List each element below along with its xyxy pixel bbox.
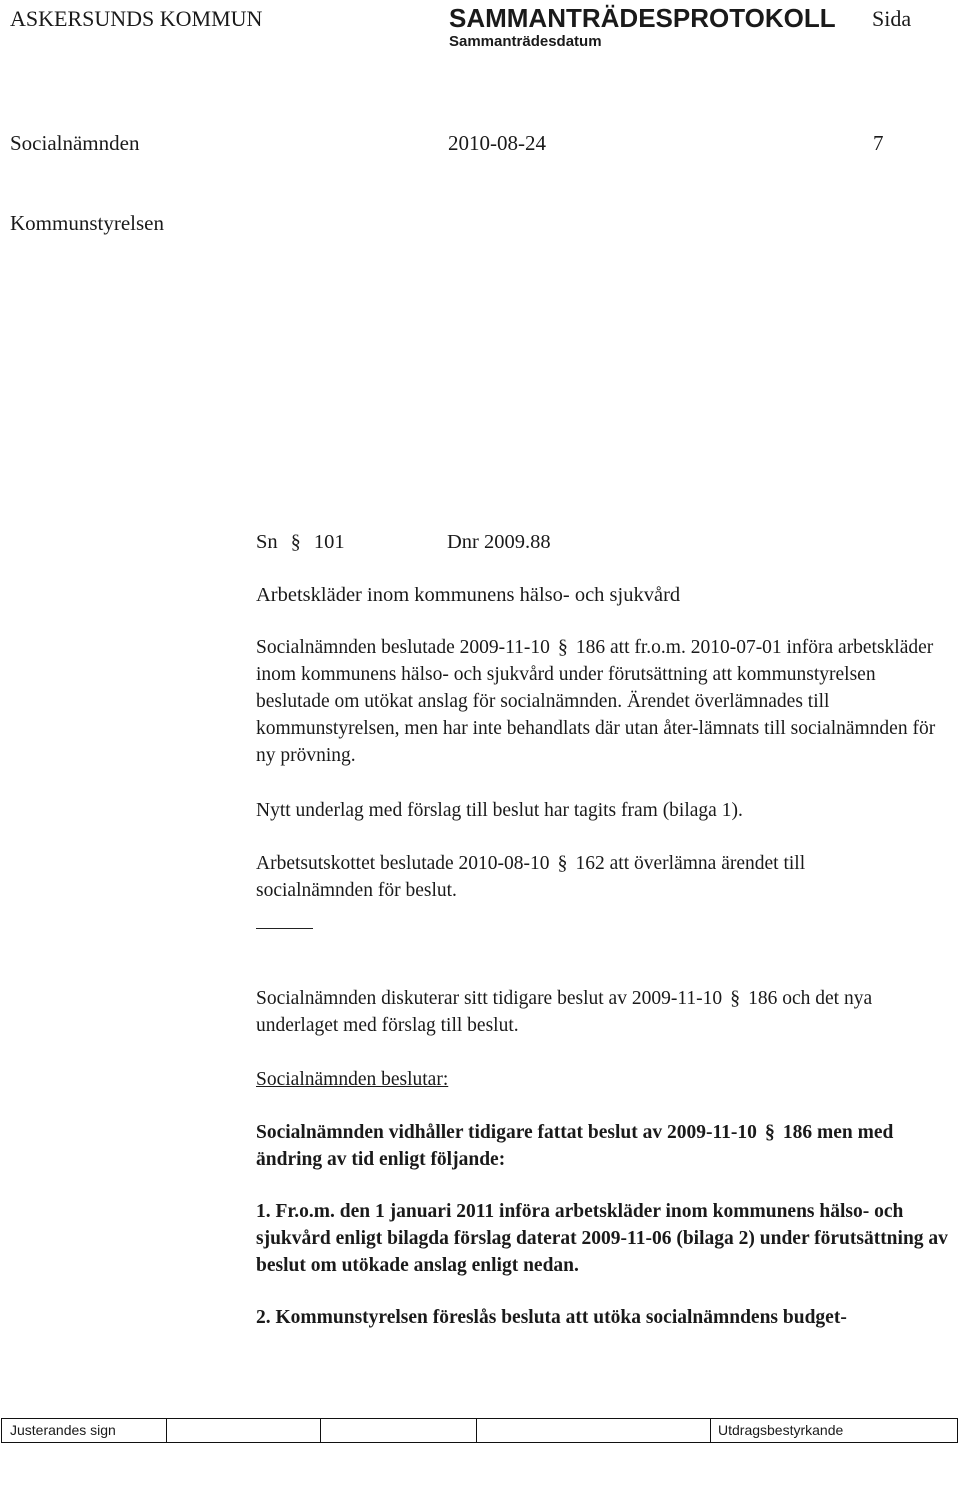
page-label: Sida [872,6,912,31]
separator-line [256,928,313,929]
signature-footer [1,1418,958,1443]
discussion-paragraph [256,985,951,1039]
background-paragraph [256,634,946,769]
case-reference [256,531,345,554]
paragraph-sign: § [557,852,568,874]
sn-label: Sn [256,531,278,553]
background-text-b: 186 att fr.o.m. 2010-07-01 införa arbetskläder inom kommunens hälso- och sjukvård under förutsättning att kommunstyrelsen beslutade om utökat anslag för socialnämnden. Ärendet överlämnades till kommunstyrelsen, men har inte behandlats där utan åter-lämnats till socialnämnden för ny prövning. [256,637,936,766]
meeting-date: 2010-08-24 [448,131,546,155]
decision-text-a: Socialnämnden vidhåller tidigare fattat beslut av 2009-11-10 [256,1122,757,1143]
decision-item-1-text: 1. Fr.o.m. den 1 januari 2011 införa arbetskläder inom kommunens hälso- och sjukvård enligt bilagda förslag daterat 2009-11-06 (bilaga 2) under förutsättning av beslut om utökade anslag enligt nedan. [256,1201,948,1276]
page-number: 7 [873,131,884,155]
footer-divider [710,1419,711,1442]
footer-divider [166,1419,167,1442]
decision-item-2 [256,1304,960,1331]
sn-number: 101 [313,531,345,553]
decision-text-b: 186 men med ändring av tid enligt följande: [256,1122,894,1170]
decision-item-2-text: 2. Kommunstyrelsen föreslås besluta att utöka socialnämndens budget- [256,1307,847,1328]
decision-item-1 [256,1198,960,1279]
organization-name: ASKERSUNDS KOMMUN [10,6,263,31]
new-basis-text: Nytt underlag med förslag till beslut har tagits fram (bilaga 1). [256,800,743,821]
committee-paragraph [256,850,926,904]
discussion-text-a: Socialnämnden diskuterar sitt tidigare beslut av 2009-11-10 [256,988,723,1009]
case-title: Arbetskläder inom kommunens hälso- och sjukvård [256,584,681,606]
committee-text-b: 162 att överlämna ärendet till socialnämnden för beslut. [256,853,806,901]
document-title: SAMMANTRÄDESPROTOKOLL [449,3,836,33]
paragraph-sign: § [730,987,741,1009]
recipient: Kommunstyrelsen [10,211,164,235]
background-text-a: Socialnämnden beslutade 2009-11-10 [256,637,550,658]
sign-label: Justerandes sign [10,1422,116,1438]
footer-divider [476,1419,477,1442]
meeting-date-label: Sammanträdesdatum [449,33,602,50]
paragraph-sign: § [290,531,301,553]
decision-heading [256,1066,756,1093]
dnr: Dnr 2009.88 [447,531,551,553]
meeting-body: Socialnämnden [10,131,140,155]
paragraph-sign: § [557,636,568,658]
paragraph-sign: § [764,1121,775,1143]
committee-text-a: Arbetsutskottet beslutade 2010-08-10 [256,853,550,874]
discussion-text-b: 186 och det nya underlaget med förslag till beslut. [256,988,873,1036]
new-basis-paragraph [256,797,946,824]
decision-heading-text: Socialnämnden beslutar: [256,1069,449,1090]
decision-paragraph [256,1119,960,1173]
footer-divider [320,1419,321,1442]
certification-label: Utdragsbestyrkande [718,1422,844,1438]
